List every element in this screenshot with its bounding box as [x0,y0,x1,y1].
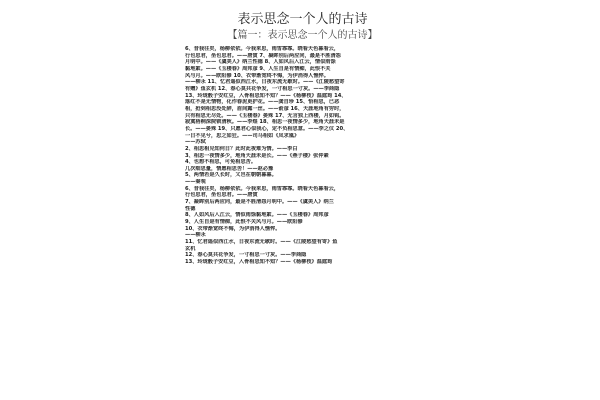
text-line: 9、人生自是有情痴，此恨不关风与月。——欧阳修 [185,219,303,226]
text-line: 长。——晏殊 19、只愿君心似我心，定不负相思意。——李之仪 20、 [185,125,349,132]
text-line: 性德 [185,205,196,212]
text-line: 6、昔我往矣，杨柳依依。今我来思，雨雪霏霏。晓看天色暮看云， [185,46,340,52]
text-line: 一日不见兮，思之如狂。——司马相如《凤求凰》 [185,132,300,139]
text-line: 有赠》鱼玄机 12、春心莫共花争发，一寸相思一寸灰。——李商隐 [185,85,340,92]
text-line: 玄机 [185,245,196,252]
text-line: 黏地絮。——《玉楼春》周邦彦 9、人生自是有情痴，此恨不关 [185,65,331,72]
text-line: ——苏轼 [185,139,206,146]
document-body [185,46,420,266]
text-line: 寂寞梧桐深院锁清秋。——李煜 18、相思一夜情多少，地角天涯未是 [185,119,345,126]
text-line: 行也思君，坐也思君。——唐寅 7、凝眸别后两应同，最是不胜清怨 [185,52,341,59]
text-line: 5、两情若是久长时，又岂在朝朝暮暮。 [185,172,277,179]
text-line: 只有相思无尽处。——《玉楼春》晏殊 17、无言独上西楼，月如钩。 [185,112,345,119]
text-line: ——柳永 [185,232,206,239]
text-line: 13、玲珑骰子安红豆，入骨相思知不知？——《杨柳枝》温庭筠 14、 [185,92,347,99]
text-line: 3、相思一夜情多少，地角天涯未是长。——《燕子楼》张仲素 [185,152,329,159]
text-line: ——秦观 [185,179,206,186]
text-line: 2、相思相见知何日？此时此夜难为情。——李白 [185,145,298,152]
text-line: 几次细思量，情愿相思苦！——赵必豫 [185,165,274,172]
text-line: 落红不是无情物，化作春泥更护花。——龚自珍 15、恰相思，已恶 [185,99,340,106]
text-line: 11、忆君遥似西江水，日夜东流无歇时。——《江陵愁望有寄》鱼 [185,239,338,246]
text-line: ——柳永 11、忆君遥似西江水，日夜东流无歇时。——《江陵愁望寄 [185,79,345,86]
text-line: 13、玲珑骰子安红豆，入骨相思知不知？——《杨柳枝》温庭筠 [185,259,333,265]
text-line: 8、人如风后入江云，情似雨馀黏地絮。——《玉楼春》周邦彦 [185,212,329,219]
text-line: 6、昔我往矣，杨柳依依。今我来思，雨雪霏霏。晓看天色暮看云， [185,185,340,192]
document-subtitle: 【篇一：表示思念一个人的古诗】 [227,30,378,41]
text-line: 相，抢到相思没处辞，眉间露一丝。——俞彦 16、天涯地角有穷时， [185,105,345,112]
text-line: 风与月。——欧阳修 10、衣带渐宽终不悔，为伊消得人憔悴。 [185,72,329,79]
text-line: 10、衣带渐宽终不悔，为伊消得人憔悴。 [185,225,281,232]
text-line: 月明中。——《虞美人》纳兰性德 8、人如风后入江云，情似雨馀 [185,59,336,66]
document-page [185,0,420,400]
text-line: 4、也想不相思，可免相思苦。 [185,159,257,166]
document-title: 表示思念一个人的古诗 [237,12,368,27]
text-line: 7、凝眸别后两应同，最是不胜清怨月明中。——《虞美人》纳兰 [185,199,334,206]
text-line: 12、春心莫共花争发，一寸相思一寸灰。——李商隐 [185,252,307,259]
text-line: 行也思君，坐也思君。——唐寅 [185,192,258,199]
